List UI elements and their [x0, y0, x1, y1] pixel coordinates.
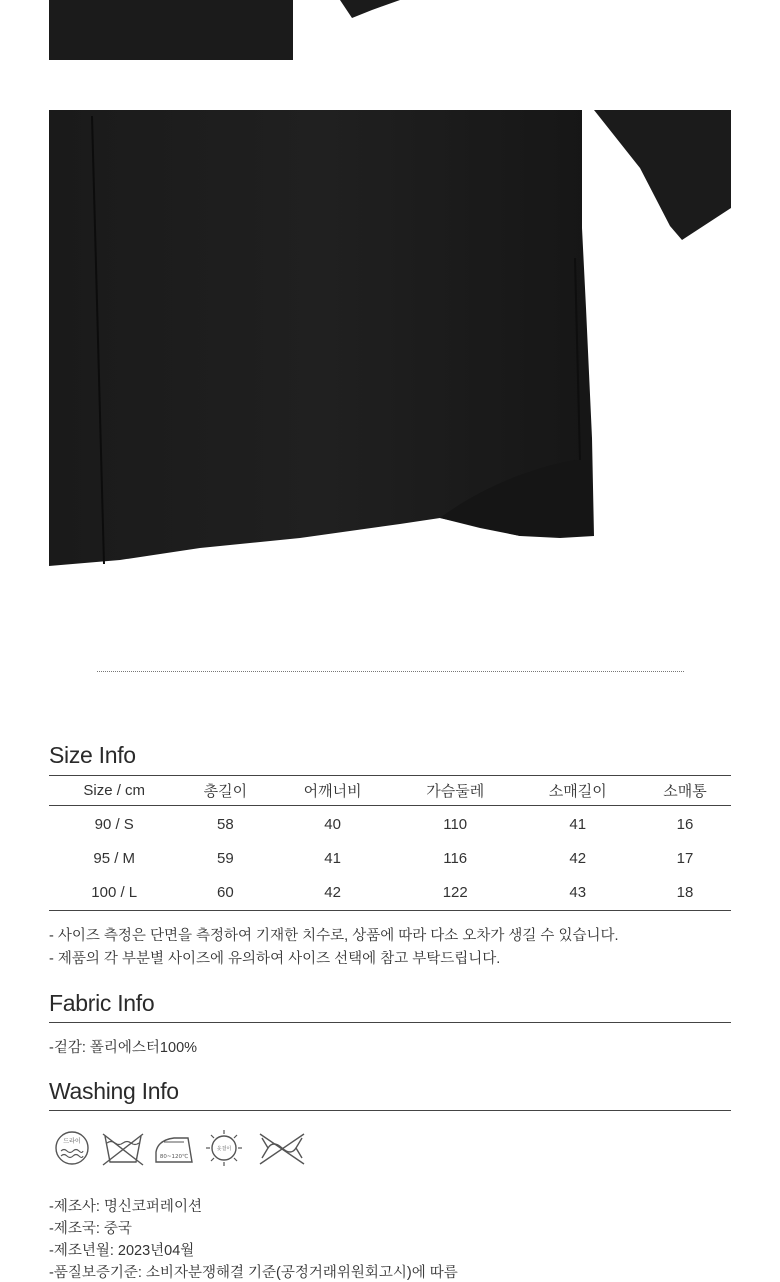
country-of-origin: -제조국: 중국	[49, 1221, 132, 1237]
column-header: 소매통	[639, 776, 731, 806]
quality-warranty: -품질보증기준: 소비자분쟁해결 기준(공정거래위원회고시)에 따름	[49, 1265, 458, 1281]
washing-info-title: Washing Info	[49, 1078, 179, 1104]
table-row	[49, 806, 731, 841]
iron-temp-label: 80~120℃	[159, 1154, 189, 1160]
table-cell: 43	[516, 876, 639, 911]
product-photo-top	[0, 0, 780, 62]
fabric-composition: -겉감: 폴리에스터100%	[49, 1040, 198, 1056]
column-header: 가슴둘레	[394, 776, 517, 806]
no-wring-icon	[260, 1134, 304, 1164]
table-cell: 122	[394, 876, 517, 911]
table-cell: 18	[639, 876, 731, 911]
size-note: - 사이즈 측정은 단면을 측정하여 기재한 치수로, 상품에 따라 다소 오차가 생길 수 있습니다.	[49, 928, 619, 944]
care-icons	[52, 1126, 322, 1170]
table-row	[49, 841, 731, 876]
table-cell: 17	[676, 849, 694, 867]
product-photo-hem-detail	[0, 108, 780, 570]
table-cell: 95 / M	[93, 849, 136, 867]
manufacture-date: -제조년월: 2023년04월	[49, 1243, 195, 1259]
table-cell: 100 / L	[49, 876, 179, 911]
table-cell: 42	[569, 849, 587, 867]
table-row	[49, 876, 731, 911]
table-cell: 40	[324, 815, 341, 833]
column-header: 총길이	[179, 776, 271, 806]
table-cell: 58	[217, 815, 234, 833]
fabric-info-title: Fabric Info	[49, 990, 155, 1016]
table-cell: 60	[179, 876, 271, 911]
table-cell: 16	[676, 815, 694, 833]
fabric-info-rule	[49, 1022, 731, 1023]
table-cell: 90 / S	[94, 815, 134, 833]
size-note: - 제품의 각 부분별 사이즈에 유의하여 사이즈 선택에 참고 부탁드립니다.	[49, 951, 501, 967]
table-cell: 116	[443, 849, 468, 867]
no-sun-dry-icon	[206, 1130, 242, 1166]
size-table	[49, 775, 731, 911]
table-cell: 110	[443, 815, 468, 833]
section-divider	[97, 671, 684, 672]
dry-clean-label: 드라이	[63, 1138, 81, 1145]
washing-info-rule	[49, 1110, 731, 1111]
manufacturer: -제조사: 명신코퍼레이션	[49, 1199, 202, 1215]
no-wash-icon	[103, 1134, 143, 1165]
hanger-label: 옷걸이	[216, 1146, 232, 1152]
table-cell: 41	[569, 815, 587, 833]
dry-clean-icon	[56, 1132, 88, 1164]
column-header: 어깨너비	[271, 776, 394, 806]
table-cell: 59	[217, 849, 234, 867]
size-table-header-row	[49, 776, 731, 806]
table-cell: 42	[271, 876, 394, 911]
iron-icon	[156, 1138, 192, 1162]
column-header: Size / cm	[49, 776, 179, 806]
size-info-title: Size Info	[49, 742, 136, 768]
table-cell: 41	[324, 849, 341, 867]
column-header: 소매길이	[516, 776, 639, 806]
